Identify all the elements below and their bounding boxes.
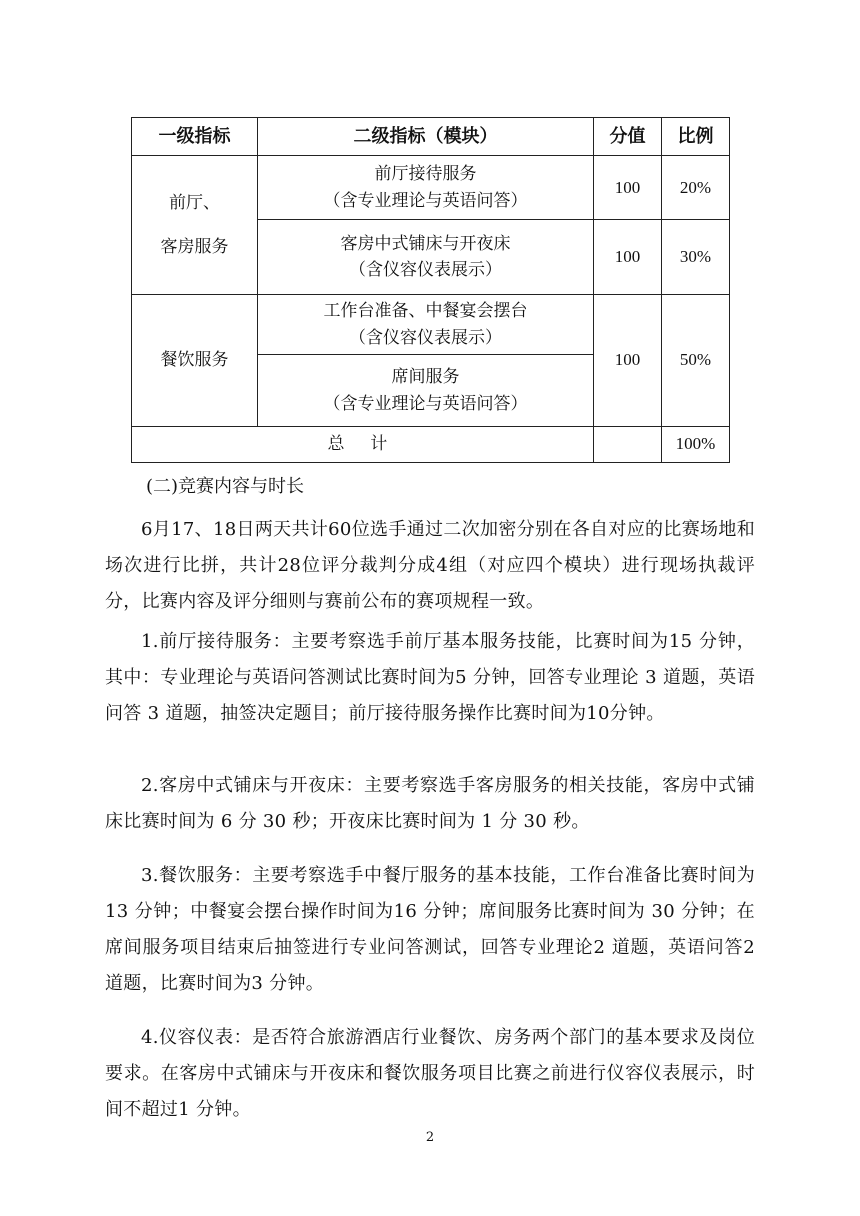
paragraph-text: 6月17、18日两天共计60位选手通过二次加密分别在各自对应的比赛场地和场次进行比拼，共计28位评分裁判分成4组（对应四个模块）进行现场执裁评分，比赛内容及评分细则与赛前公布的赛项规程一致。 (105, 519, 755, 612)
paragraph (105, 768, 755, 840)
score-cell: 100 (594, 295, 662, 427)
header-score: 分值 (594, 118, 662, 156)
header-ratio: 比例 (662, 118, 730, 156)
table-row (132, 156, 730, 220)
page-number: 2 (425, 1130, 435, 1145)
level1-line: 客房服务 (160, 237, 229, 257)
ratio-cell: 50% (662, 295, 730, 427)
score-cell: 100 (594, 156, 662, 220)
module-note: （含仪容仪表展示） (349, 260, 502, 281)
level1-catering: 餐饮服务 (132, 295, 258, 427)
paragraph (105, 1020, 755, 1128)
header-level2: 二级指标（模块） (258, 118, 594, 156)
module-name: 席间服务 (391, 367, 460, 388)
table-row (132, 295, 730, 355)
table-header-row (132, 118, 730, 156)
module-note: （含仪容仪表展示） (349, 327, 502, 348)
level1-line: 前厅、 (169, 192, 220, 213)
ratio-cell: 30% (662, 220, 730, 295)
total-score-cell (594, 427, 662, 463)
table-total-row (132, 427, 730, 463)
score-cell: 100 (594, 220, 662, 295)
module-name: 前厅接待服务 (374, 164, 477, 185)
module-cell (258, 355, 594, 427)
module-note: （含专业理论与英语问答） (323, 190, 528, 211)
total-label: 总 计 (132, 427, 594, 463)
module-note: （含专业理论与英语问答） (323, 393, 528, 414)
module-cell (258, 295, 594, 355)
ratio-cell: 20% (662, 156, 730, 220)
module-name: 工作台准备、中餐宴会摆台 (323, 301, 528, 322)
paragraph (105, 512, 755, 620)
section-heading: (二)竞赛内容与时长 (146, 476, 305, 497)
paragraph-text: 1.前厅接待服务：主要考察选手前厅基本服务技能，比赛时间为15 分钟，其中：专业理论与英语问答测试比赛时间为5 分钟，回答专业理论 3 道题，英语问答 3 道题，抽签决定题目；前厅接待服务操作比赛时间为10分钟。 (105, 631, 755, 724)
paragraph-text: 3.餐饮服务：主要考察选手中餐厅服务的基本技能，工作台准备比赛时间为 13 分钟；中餐宴会摆台操作时间为16 分钟；席间服务比赛时间为 30 分钟；在席间服务项目结束后抽签进行专业问答测试，回答专业理论2 道题，英语问答2 道题，比赛时间为3 分钟。 (105, 865, 755, 994)
total-ratio: 100% (662, 427, 730, 463)
module-cell (258, 220, 594, 295)
level1-front-room (132, 156, 258, 295)
paragraph-text: 2.客房中式铺床与开夜床：主要考察选手客房服务的相关技能，客房中式铺床比赛时间为 6 分 30 秒；开夜床比赛时间为 1 分 30 秒。 (105, 775, 755, 832)
paragraph (105, 858, 755, 1002)
module-cell (258, 156, 594, 220)
paragraph (105, 624, 755, 732)
header-level1: 一级指标 (132, 118, 258, 156)
module-name: 客房中式铺床与开夜床 (340, 233, 511, 254)
paragraph-text: 4.仪容仪表：是否符合旅游酒店行业餐饮、房务两个部门的基本要求及岗位要求。在客房中式铺床与开夜床和餐饮服务项目比赛之前进行仪容仪表展示，时间不超过1 分钟。 (105, 1027, 755, 1120)
score-table (131, 117, 730, 463)
